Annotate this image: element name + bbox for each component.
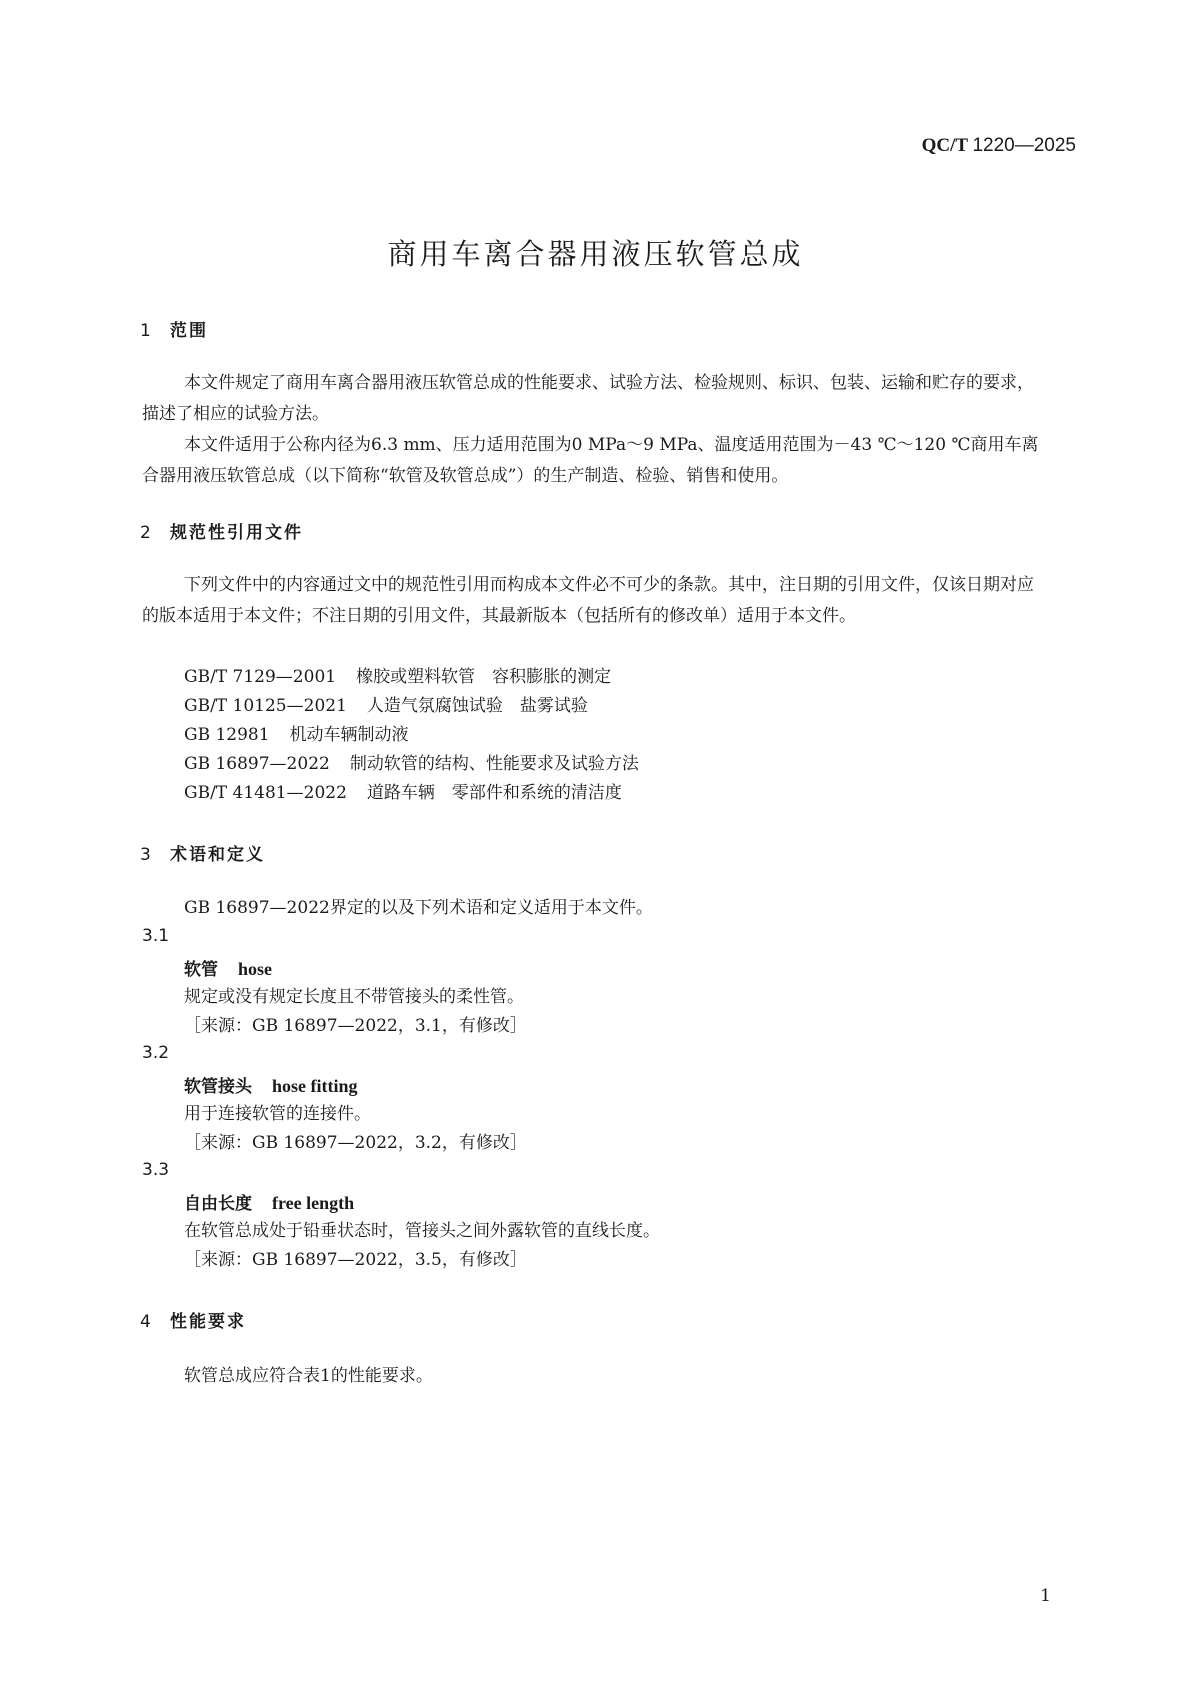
term-number: 3.3	[142, 1160, 170, 1180]
term-number: 3.2	[142, 1043, 170, 1063]
term-source: ［来源：GB 16897—2022，3.5，有修改］	[184, 1250, 527, 1270]
reference-item: GB/T 41481—2022 道路车辆 零部件和系统的清洁度	[184, 783, 622, 803]
term-number: 3.1	[142, 926, 170, 946]
reference-item: GB/T 7129—2001 橡胶或塑料软管 容积膨胀的测定	[184, 667, 612, 687]
term-definition: 在软管总成处于铅垂状态时，管接头之间外露软管的直线长度。	[184, 1221, 660, 1241]
section-2-heading: 2 规范性引用文件	[140, 523, 303, 543]
section-3-intro: GB 16897—2022界定的以及下列术语和定义适用于本文件。	[184, 898, 653, 918]
term-name: 软管 hose	[184, 959, 273, 980]
section-4-heading: 4 性能要求	[140, 1312, 246, 1332]
section-2-intro: 下列文件中的内容通过文中的规范性引用而构成本文件必不可少的条款。其中，注日期的引用文件，仅该日期对应的版本适用于本文件；不注日期的引用文件，其最新版本（包括所有的修改单）适用于本文件。	[142, 575, 1034, 626]
reference-item: GB 12981 机动车辆制动液	[184, 725, 409, 745]
reference-item: GB 16897—2022 制动软管的结构、性能要求及试验方法	[184, 754, 639, 774]
document-title: 商用车离合器用液压软管总成	[387, 237, 804, 271]
document-code-number: 1220—2025	[972, 135, 1076, 156]
page-number: 1	[1040, 1586, 1051, 1606]
term-name: 自由长度 free length	[184, 1193, 355, 1214]
document-code-prefix: QC/T	[921, 135, 968, 156]
section-1-para-1: 本文件规定了商用车离合器用液压软管总成的性能要求、试验方法、检验规则、标识、包装、运输和贮存的要求，描述了相应的试验方法。	[142, 373, 1034, 424]
section-1-heading: 1 范围	[140, 321, 208, 341]
term-definition: 用于连接软管的连接件。	[184, 1104, 371, 1124]
section-3-heading: 3 术语和定义	[140, 845, 265, 865]
term-source: ［来源：GB 16897—2022，3.2，有修改］	[184, 1133, 527, 1153]
term-source: ［来源：GB 16897—2022，3.1，有修改］	[184, 1016, 527, 1036]
section-1-para-2: 本文件适用于公称内径为6.3 mm、压力适用范围为0 MPa～9 MPa、温度适用范围为－43 ℃～120 ℃商用车离合器用液压软管总成（以下简称“软管及软管总成”）的生产制造、检验、销售和使用。	[142, 435, 1039, 486]
term-name: 软管接头 hose fitting	[184, 1076, 358, 1097]
reference-item: GB/T 10125—2021 人造气氛腐蚀试验 盐雾试验	[184, 696, 588, 716]
document-code	[922, 135, 1076, 157]
term-definition: 规定或没有规定长度且不带管接头的柔性管。	[184, 987, 524, 1007]
section-4-para: 软管总成应符合表1的性能要求。	[184, 1366, 433, 1386]
